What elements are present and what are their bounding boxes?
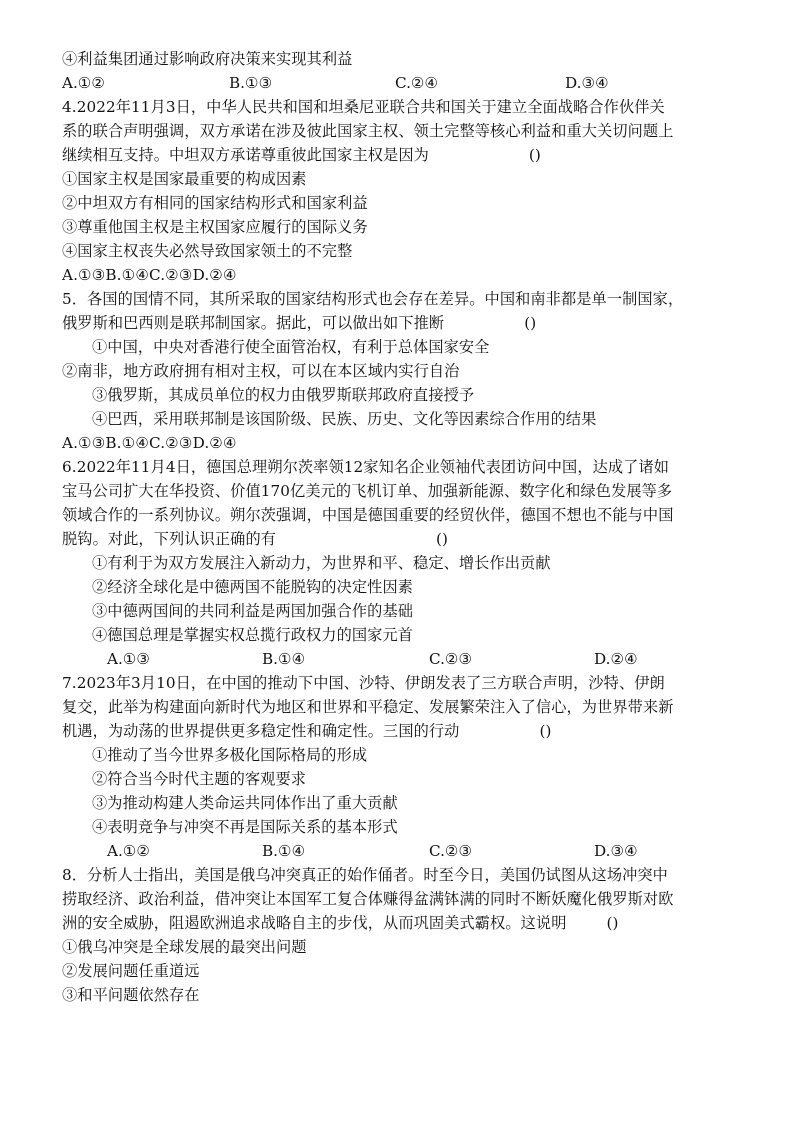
- choice-a: A.①③: [107, 650, 151, 668]
- answer-blank: (): [539, 722, 552, 740]
- question-7-text: 复交，此举为构建面向新时代为地区和世界和平稳定、发展繁荣注入了信心，为世界带来新: [62, 698, 674, 716]
- choice-b: B.①④: [262, 842, 306, 860]
- option-line: ③尊重他国主权是主权国家应履行的国际义务: [62, 218, 368, 236]
- choice-c: C.②③: [429, 842, 473, 860]
- question-8-text: 洲的安全威胁，阻遏欧洲追求战略自主的步伐，从而巩固美式霸权。这说明 (): [62, 914, 619, 932]
- option-line: ④德国总理是掌握实权总揽行政权力的国家元首: [92, 626, 414, 644]
- answer-blank: (): [524, 314, 537, 332]
- answer-choices-q3: [62, 72, 742, 94]
- answer-blank: (): [606, 914, 619, 932]
- question-4-text: 继续相互支持。中坦双方承诺尊重彼此国家主权是因为 (): [62, 146, 541, 164]
- choice-b: B.①③: [229, 74, 273, 92]
- option-line: ④表明竞争与冲突不再是国际关系的基本形式: [92, 818, 398, 836]
- option-line: ②发展问题任重道远: [62, 962, 200, 980]
- question-4-text: 4.2022年11月3日，中华人民共和国和坦桑尼亚联合共和国关于建立全面战略合作伙伴关: [62, 98, 665, 116]
- answer-choices-q5: A.①③B.①④C.②③D.②④: [62, 434, 237, 452]
- choice-a: A.①②: [62, 74, 106, 92]
- choice-d: D.③④: [565, 74, 609, 92]
- option-line: ②中坦双方有相同的国家结构形式和国家利益: [62, 194, 368, 212]
- option-line: ①国家主权是国家最重要的构成因素: [62, 170, 307, 188]
- question-6-text: 领域合作的一系列协议。朔尔茨强调，中国是德国重要的经贸伙伴，德国不想也不能与中国: [62, 506, 674, 524]
- option-line: ①推动了当今世界多极化国际格局的形成: [92, 746, 368, 764]
- option-line: ②南非，地方政府拥有相对主权，可以在本区域内实行自治: [62, 362, 460, 380]
- choice-d: D.③④: [594, 842, 638, 860]
- option-line: ④国家主权丧失必然导致国家领土的不完整: [62, 242, 353, 260]
- option-line: ④巴西，采用联邦制是该国阶级、民族、历史、文化等因素综合作用的结果: [92, 410, 597, 428]
- option-line: ③和平问题依然存在: [62, 986, 200, 1004]
- question-6-text: 6.2022年11月4日，德国总理朔尔茨率领12家知名企业领袖代表团访问中国，达成了诸如: [62, 458, 670, 476]
- option-line: ③俄罗斯，其成员单位的权力由俄罗斯联邦政府直接授予: [92, 386, 475, 404]
- question-7-text: 7.2023年3月10日，在中国的推动下中国、沙特、伊朗发表了三方联合声明，沙特、伊朗: [62, 674, 665, 692]
- question-5-text: 俄罗斯和巴西则是联邦制国家。据此，可以做出如下推断 (): [62, 314, 537, 332]
- option-line: ②经济全球化是中德两国不能脱钩的决定性因素: [92, 578, 414, 596]
- choice-c: C.②④: [395, 74, 439, 92]
- answer-choices-q6: [62, 648, 742, 670]
- choice-c: C.②③: [429, 650, 473, 668]
- question-6-text: 宝马公司扩大在华投资、价值170亿美元的飞机订单、加强新能源、数字化和绿色发展等多: [62, 482, 673, 500]
- option-line: ④利益集团通过影响政府决策来实现其利益: [62, 50, 353, 68]
- question-4-text: 系的联合声明强调，双方承诺在涉及彼此国家主权、领土完整等核心利益和重大关切问题上: [62, 122, 674, 140]
- answer-blank: (): [436, 530, 449, 548]
- choice-b: B.①④: [262, 650, 306, 668]
- choice-d: D.②④: [594, 650, 638, 668]
- answer-blank: (): [528, 146, 541, 164]
- option-line: ③中德两国间的共同利益是两国加强合作的基础: [92, 602, 414, 620]
- option-line: ③为推动构建人类命运共同体作出了重大贡献: [92, 794, 398, 812]
- answer-choices-q4: A.①③B.①④C.②③D.②④: [62, 266, 237, 284]
- option-line: ①俄乌冲突是全球发展的最突出问题: [62, 938, 307, 956]
- question-8-text: 8．分析人士指出，美国是俄乌冲突真正的始作俑者。时至今日，美国仍试图从这场冲突中: [62, 866, 668, 884]
- option-line: ①中国，中央对香港行使全面管治权，有利于总体国家安全: [92, 338, 490, 356]
- option-line: ①有利于为双方发展注入新动力，为世界和平、稳定、增长作出贡献: [92, 554, 551, 572]
- question-5-text: 5．各国的国情不同，其所采取的国家结构形式也会存在差异。中国和南非都是单一制国家，: [62, 290, 684, 308]
- choice-a: A.①②: [107, 842, 151, 860]
- question-7-text: 机遇，为动荡的世界提供更多稳定性和确定性。三国的行动 (): [62, 722, 552, 740]
- question-8-text: 捞取经济、政治利益，借冲突让本国军工复合体赚得盆满钵满的同时不断妖魔化俄罗斯对欧: [62, 890, 674, 908]
- answer-choices-q7: [62, 840, 742, 862]
- question-6-text: 脱钩。对此，下列认识正确的有 (): [62, 530, 449, 548]
- option-line: ②符合当今时代主题的客观要求: [92, 770, 307, 788]
